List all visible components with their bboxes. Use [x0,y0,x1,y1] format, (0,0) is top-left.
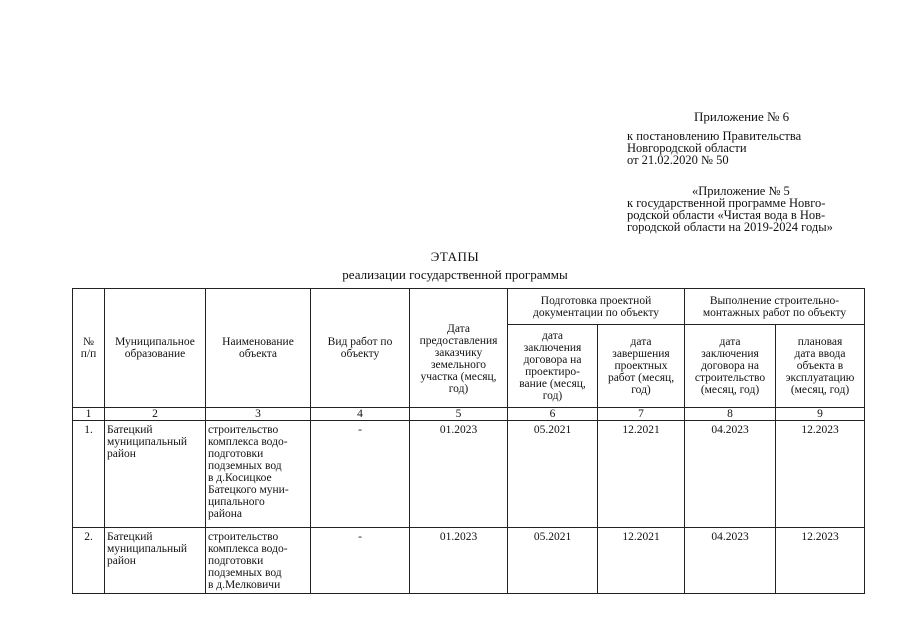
cell-site-date: 01.2023 [410,528,508,594]
cell-object: строительство комплекса водо- подготовки подземных вод в д.Косицкое Батецкого муни- ципального района [206,421,311,528]
cell-commissioning: 12.2023 [776,528,865,594]
column-number: 5 [410,408,508,421]
table-row [73,421,865,528]
cell-municipality: Батецкий муниципальный район [105,421,206,528]
column-number: 4 [311,408,410,421]
cell-construction-contract: 04.2023 [685,528,776,594]
cell-num: 2. [73,528,105,594]
cell-commissioning: 12.2023 [776,421,865,528]
header-design-group: Подготовка проектной документации по объекту [508,289,685,325]
column-number: 8 [685,408,776,421]
decree-reference: к постановлению Правительства Новгородской области от 21.02.2020 № 50 [627,129,802,167]
cell-work-type: - [311,528,410,594]
cell-num: 1. [73,421,105,528]
document-subtitle: реализации государственной программы [342,267,568,282]
column-number: 2 [105,408,206,421]
column-number: 7 [598,408,685,421]
document-title: ЭТАПЫ [430,249,480,264]
cell-municipality: Батецкий муниципальный район [105,528,206,594]
cell-construction-contract: 04.2023 [685,421,776,528]
cell-work-type: - [311,421,410,528]
appendix5-heading: «Приложение № 5 [692,184,790,198]
header-construction-group: Выполнение строительно- монтажных работ по объекту [685,289,865,325]
header-work-type: Вид работ по объекту [311,289,410,408]
header-num: № п/п [73,289,105,408]
appendix5-reference: к государственной программе Новго- родской области «Чистая вода в Нов- городской области на 2019-2024 годы» [627,196,833,234]
header-design-end: дата завершения проектных работ (месяц, год) [598,325,685,408]
header-design-contract: дата заключения договора на проектиро- вание (месяц, год) [508,325,598,408]
column-number: 6 [508,408,598,421]
header-object: Наименование объекта [206,289,311,408]
header-construction-contract: дата заключения договора на строительство (месяц, год) [685,325,776,408]
column-number: 1 [73,408,105,421]
cell-site-date: 01.2023 [410,421,508,528]
header-site-date: Дата предоставления заказчику земельного участка (месяц, год) [410,289,508,408]
column-number: 9 [776,408,865,421]
header-commissioning: плановая дата ввода объекта в эксплуатацию (месяц, год) [776,325,865,408]
cell-design-contract: 05.2021 [508,421,598,528]
cell-design-contract: 05.2021 [508,528,598,594]
column-number: 3 [206,408,311,421]
cell-design-end: 12.2021 [598,421,685,528]
cell-object: строительство комплекса водо- подготовки подземных вод в д.Мелковичи [206,528,311,594]
appendix6-heading: Приложение № 6 [694,109,790,124]
cell-design-end: 12.2021 [598,528,685,594]
stages-table [72,288,865,594]
table-row [73,528,865,594]
header-municipality: Муниципальное образование [105,289,206,408]
